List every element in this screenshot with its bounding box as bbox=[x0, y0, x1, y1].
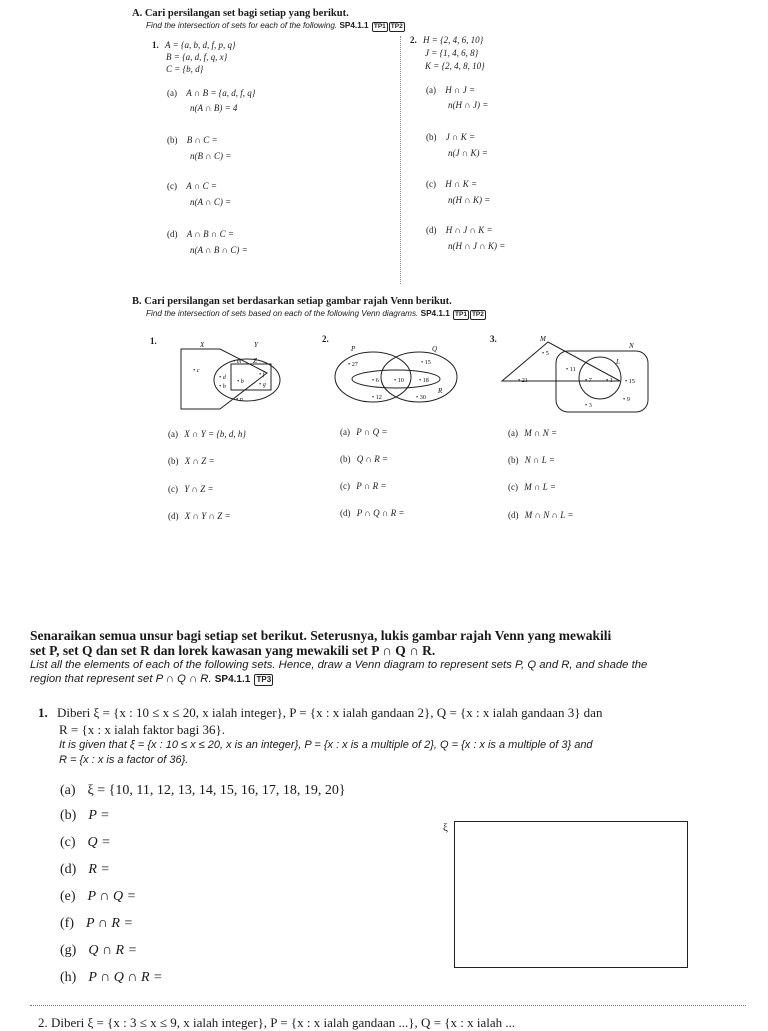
c-q1-number: 1. bbox=[38, 705, 48, 720]
part-expr: M ∩ L = bbox=[524, 482, 556, 492]
part-label: (a) bbox=[60, 783, 76, 798]
section-b-title: B. Cari persilangan set berdasarkan setiap gambar rajah Venn berikut. bbox=[132, 296, 452, 307]
part-expr: A ∩ B = {a, d, f, q} bbox=[186, 88, 256, 98]
elem-h: • h bbox=[219, 383, 226, 390]
label-x: X bbox=[200, 342, 205, 349]
elem-21: • 21 bbox=[518, 377, 528, 384]
part-label: (b) bbox=[167, 135, 178, 145]
part-expr: P ∩ Q ∩ R = bbox=[356, 508, 405, 518]
part-label: (a) bbox=[340, 427, 350, 437]
a-q2-part-b bbox=[426, 132, 475, 142]
c-q1-part-g bbox=[60, 943, 137, 959]
universal-set-label: ξ bbox=[443, 822, 448, 834]
tag-tp3: TP3 bbox=[256, 675, 272, 684]
c-q1-given-line-2: R = {x : x ialah faktor bagi 36}. bbox=[59, 722, 226, 737]
section-c-sp: SP4.1.1 bbox=[214, 674, 251, 685]
section-c-subtitle-line-2-text: region that represent set P ∩ Q ∩ R. bbox=[30, 673, 212, 685]
elem-15: • 15 bbox=[625, 378, 635, 385]
part-label: (c) bbox=[168, 484, 178, 494]
a-q1-part-a-n: n(A ∩ B) = 4 bbox=[190, 103, 238, 113]
c-q1-part-d bbox=[60, 862, 110, 878]
part-label: (c) bbox=[167, 181, 177, 191]
part-expr: H ∩ J = bbox=[445, 85, 476, 95]
elem-b: • b bbox=[237, 378, 244, 385]
part-expr: P ∩ R = bbox=[356, 481, 387, 491]
b-d1-part-c bbox=[168, 484, 214, 494]
b-d3-part-b bbox=[508, 455, 555, 465]
part-expr: P ∩ R = bbox=[86, 916, 133, 931]
a-q1-part-a bbox=[167, 88, 255, 98]
elem-g: • g bbox=[259, 381, 266, 388]
elem-m: • m bbox=[233, 358, 242, 365]
b-d1-part-a bbox=[168, 429, 246, 439]
c-q1-part-e bbox=[60, 889, 136, 905]
label-l: L bbox=[616, 358, 620, 366]
a-q1-part-d-n: n(A ∩ B ∩ C) = bbox=[190, 245, 248, 255]
elem-10: • 10 bbox=[394, 377, 404, 384]
b-d2-number: 2. bbox=[322, 334, 329, 344]
a-q1-set-b: B = {a, d, f, q, x} bbox=[166, 52, 228, 62]
elem-c: • c bbox=[193, 367, 200, 374]
label-z: Z bbox=[253, 357, 257, 365]
a-q1-part-d bbox=[167, 229, 234, 239]
part-expr: M ∩ N ∩ L = bbox=[524, 510, 574, 520]
b-d3-part-a bbox=[508, 428, 557, 438]
b-d2-part-d bbox=[340, 508, 404, 518]
tag-tp2: TP2 bbox=[471, 311, 484, 318]
label-m: M bbox=[540, 335, 546, 343]
part-label: (c) bbox=[340, 481, 350, 491]
section-b-subtitle bbox=[146, 309, 486, 320]
a-q2-part-d-n: n(H ∩ J ∩ K) = bbox=[448, 241, 506, 251]
part-expr: X ∩ Y ∩ Z = bbox=[184, 511, 231, 521]
c-q1-given-line-1 bbox=[38, 705, 602, 721]
part-expr: H ∩ K = bbox=[445, 179, 478, 189]
part-expr: ξ = {10, 11, 12, 13, 14, 15, 16, 17, 18, 19, 20} bbox=[87, 783, 346, 798]
elem-9: • 9 bbox=[623, 396, 630, 403]
part-label: (a) bbox=[426, 85, 436, 95]
a-q2-part-c-n: n(H ∩ K) = bbox=[448, 195, 491, 205]
section-b-subtitle-text: Find the intersection of sets based on each of the following Venn diagrams. bbox=[146, 309, 419, 318]
elem-3: • 3 bbox=[585, 402, 592, 409]
part-label: (d) bbox=[508, 510, 519, 520]
a-q2-set-h: H = {2, 4, 6, 10} bbox=[423, 35, 484, 45]
part-expr: P = bbox=[88, 808, 110, 823]
part-label: (d) bbox=[426, 225, 437, 235]
part-label: (d) bbox=[60, 862, 77, 877]
part-expr: Q ∩ R = bbox=[356, 454, 389, 464]
c-q2-cut-line: 2. Diberi ξ = {x : 3 ≤ x ≤ 9, x ialah integer}, P = {x : x ialah gandaan ...}, Q = {x : x ialah ... bbox=[38, 1015, 516, 1030]
part-label: (a) bbox=[508, 428, 518, 438]
a-q2-set-k: K = {2, 4, 8, 10} bbox=[425, 61, 485, 71]
a-q2-part-b-n: n(J ∩ K) = bbox=[448, 148, 488, 158]
elem-5: • 5 bbox=[542, 350, 549, 357]
c-q1-part-b bbox=[60, 808, 110, 824]
elem-11: • 11 bbox=[566, 366, 576, 373]
a-q2-part-a-n: n(H ∩ J) = bbox=[448, 100, 489, 110]
part-label: (g) bbox=[60, 943, 77, 958]
section-a-title: A. Cari persilangan set bagi setiap yang berikut. bbox=[132, 8, 349, 19]
part-expr: Y ∩ Z = bbox=[184, 484, 214, 494]
part-expr: M ∩ N = bbox=[524, 428, 558, 438]
part-label: (d) bbox=[340, 508, 351, 518]
c-q1-part-a bbox=[60, 783, 346, 799]
label-r: R bbox=[438, 387, 443, 395]
tag-tp1: TP1 bbox=[373, 23, 386, 30]
label-n: N bbox=[629, 342, 634, 350]
section-a-subtitle-text: Find the intersection of sets for each of the following. bbox=[146, 21, 338, 30]
b-d2-part-b bbox=[340, 454, 388, 464]
question-separator bbox=[30, 1005, 746, 1006]
tag-tp1: TP1 bbox=[455, 311, 467, 318]
a-q2-set-j: J = {1, 4, 6, 8} bbox=[425, 48, 479, 58]
a-q1-set-a: A = {a, b, d, f, p, q} bbox=[165, 40, 236, 50]
a-q2-part-c bbox=[426, 179, 477, 189]
a-q2-header bbox=[410, 35, 483, 45]
c-q1-given-text: Diberi ξ = {x : 10 ≤ x ≤ 20, x ialah integer}, P = {x : x ialah gandaan 2}, Q = {x : x ialah gandaan 3} dan bbox=[57, 705, 603, 720]
c-q1-translation-line-1: It is given that ξ = {x : 10 ≤ x ≤ 20, x is an integer}, P = {x : x is a multiple of 2}, Q = {x : x is a multiple of 3} and bbox=[59, 739, 593, 751]
column-divider bbox=[400, 36, 401, 284]
part-label: (b) bbox=[340, 454, 351, 464]
elem-7: • 7 bbox=[585, 377, 592, 384]
elem-12: • 12 bbox=[372, 394, 382, 401]
part-expr: Q = bbox=[87, 835, 111, 850]
c-q1-translation-line-2: R = {x : x is a factor of 36}. bbox=[59, 754, 189, 766]
venn-diagram-1 bbox=[178, 342, 290, 412]
section-b-sp: SP4.1.1 bbox=[420, 309, 450, 318]
a-q1-part-c-n: n(A ∩ C) = bbox=[190, 197, 232, 207]
part-label: (c) bbox=[508, 482, 518, 492]
b-d2-part-a bbox=[340, 427, 387, 437]
a-q2-part-d bbox=[426, 225, 493, 235]
section-a-subtitle bbox=[146, 21, 405, 32]
part-expr: X ∩ Y = {b, d, h} bbox=[184, 429, 247, 439]
elem-1: • 1 bbox=[606, 377, 613, 384]
part-label: (f) bbox=[60, 916, 74, 931]
part-label: (h) bbox=[60, 970, 77, 985]
part-label: (b) bbox=[426, 132, 437, 142]
a-q2-part-a bbox=[426, 85, 475, 95]
part-expr: P ∩ Q ∩ R = bbox=[88, 970, 163, 985]
part-expr: N ∩ L = bbox=[524, 455, 555, 465]
part-label: (c) bbox=[426, 179, 436, 189]
part-expr: A ∩ C = bbox=[186, 181, 217, 191]
b-d3-number: 3. bbox=[490, 334, 497, 344]
elem-18: • 18 bbox=[419, 377, 429, 384]
part-label: (a) bbox=[168, 429, 178, 439]
c-q1-part-f bbox=[60, 916, 133, 932]
part-expr: B ∩ C = bbox=[186, 135, 218, 145]
a-q1-part-b-n: n(B ∩ C) = bbox=[190, 151, 232, 161]
label-p: P bbox=[351, 345, 356, 353]
a-q1-part-b bbox=[167, 135, 218, 145]
b-d1-part-d bbox=[168, 511, 231, 521]
section-c-title-line-1: Senaraikan semua unsur bagi setiap set berikut. Seterusnya, lukis gambar rajah Venn yang mewakili bbox=[30, 628, 612, 643]
elem-27: • 27 bbox=[348, 361, 358, 368]
b-d2-part-c bbox=[340, 481, 386, 491]
tag-tp2: TP2 bbox=[390, 23, 403, 30]
section-c-subtitle-line-2 bbox=[30, 673, 273, 686]
a-q1-part-c bbox=[167, 181, 217, 191]
elem-n: • n bbox=[236, 396, 243, 403]
a-q1-number: 1. bbox=[152, 40, 159, 50]
set-m-shape bbox=[502, 342, 620, 381]
a-q1-header bbox=[152, 40, 236, 50]
b-d3-part-c bbox=[508, 482, 556, 492]
elem-15: • 15 bbox=[421, 359, 431, 366]
part-label: (d) bbox=[168, 511, 179, 521]
part-label: (a) bbox=[167, 88, 177, 98]
part-expr: P ∩ Q = bbox=[87, 889, 137, 904]
b-d1-part-b bbox=[168, 456, 215, 466]
part-expr: H ∩ J ∩ K = bbox=[445, 225, 493, 235]
part-expr: X ∩ Z = bbox=[184, 456, 215, 466]
part-label: (b) bbox=[168, 456, 179, 466]
venn-diagram-2 bbox=[330, 344, 460, 406]
part-expr: J ∩ K = bbox=[445, 132, 476, 142]
elem-f: • f bbox=[259, 371, 265, 378]
part-label: (e) bbox=[60, 889, 76, 904]
elem-30: • 30 bbox=[416, 394, 426, 401]
c-q1-part-c bbox=[60, 835, 111, 851]
b-d1-number: 1. bbox=[150, 336, 157, 346]
c-q1-part-h bbox=[60, 970, 162, 986]
part-expr: Q ∩ R = bbox=[88, 943, 138, 958]
b-d3-part-d bbox=[508, 510, 573, 520]
venn-diagram-3 bbox=[492, 334, 652, 414]
part-label: (b) bbox=[508, 455, 519, 465]
elem-d: • d bbox=[219, 374, 226, 381]
label-y: Y bbox=[254, 342, 258, 349]
part-expr: P ∩ Q = bbox=[356, 427, 388, 437]
label-q: Q bbox=[432, 345, 438, 353]
part-label: (c) bbox=[60, 835, 76, 850]
part-expr: R = bbox=[88, 862, 110, 877]
venn-answer-box[interactable] bbox=[454, 821, 688, 968]
section-a-sp: SP4.1.1 bbox=[339, 21, 369, 30]
a-q1-set-c: C = {b, d} bbox=[166, 64, 204, 74]
part-label: (d) bbox=[167, 229, 178, 239]
a-q2-number: 2. bbox=[410, 35, 417, 45]
part-label: (b) bbox=[60, 808, 77, 823]
section-c-title-line-2: set P, set Q dan set R dan lorek kawasan yang mewakili set P ∩ Q ∩ R. bbox=[30, 643, 436, 658]
part-expr: A ∩ B ∩ C = bbox=[186, 229, 234, 239]
section-c-subtitle-line-1: List all the elements of each of the following sets. Hence, draw a Venn diagram to represent sets P, Q and R, and shade the bbox=[30, 659, 648, 671]
elem-6: • 6 bbox=[372, 377, 379, 384]
